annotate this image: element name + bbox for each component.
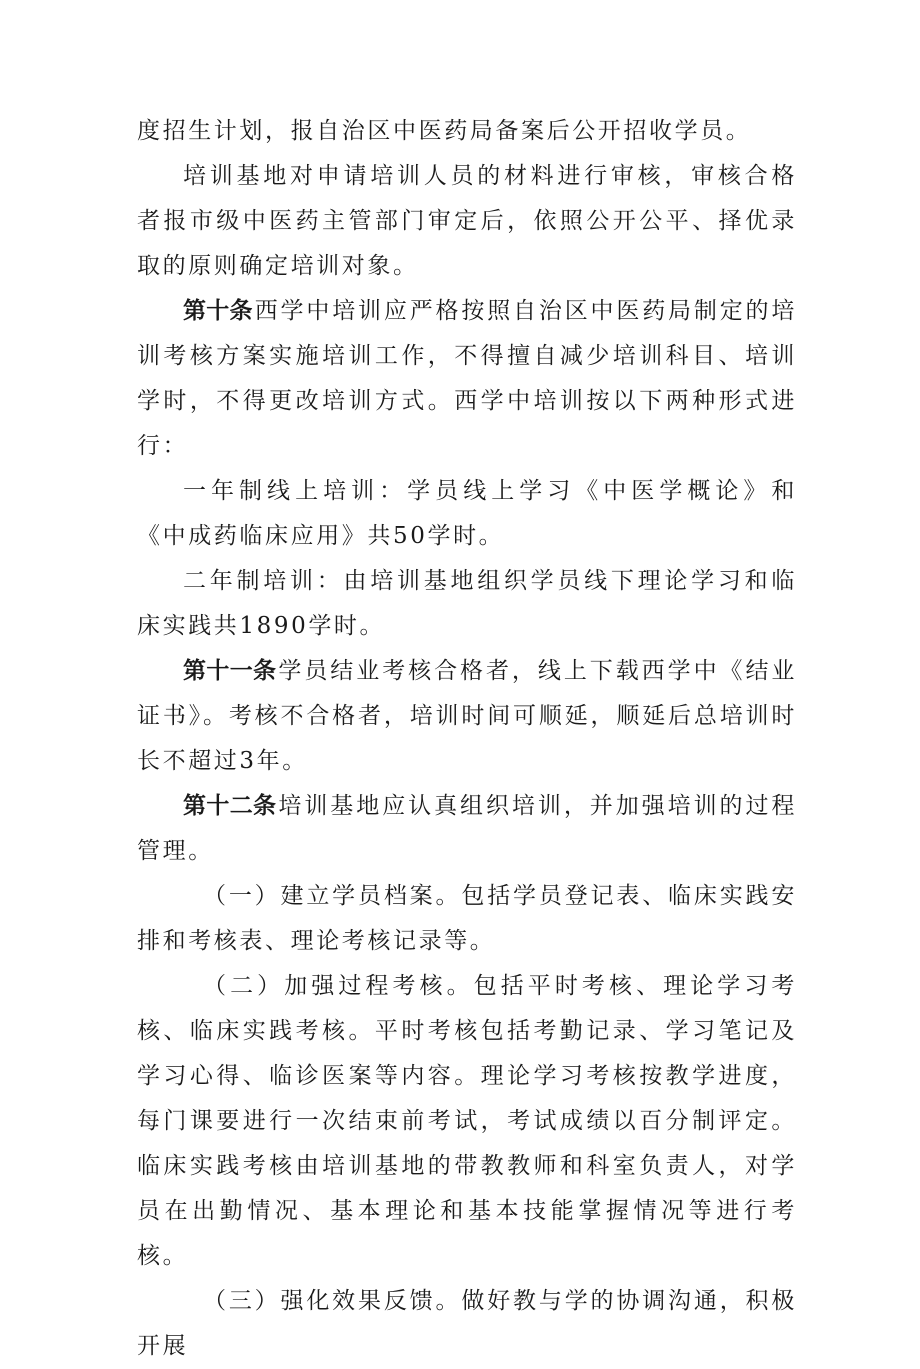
article-heading: 第十一条 <box>183 658 277 684</box>
item-1-archives <box>137 874 797 964</box>
article-10 <box>137 289 797 469</box>
paragraph-text: 培训基地应认真组织培训，并加强培训的过程管理。 <box>137 793 798 864</box>
paragraph-text: 学员结业考核合格者，线上下载西学中《结业证书》。考核不合格者，培训时间可顺延，顺延后总培训时长不超过3年。 <box>137 658 798 774</box>
article-heading: 第十二条 <box>183 793 277 819</box>
paragraph-text: （二）加强过程考核。包括平时考核、理论学习考核、临床实践考核。平时考核包括考勤记录、学习笔记及学习心得、临诊医案等内容。理论学习考核按教学进度，每门课要进行一次结束前考试，考试成绩以百分制评定。临床实践考核由培训基地的带教教师和科室负责人，对学员在出勤情况、基本理论和基本技能掌握情况等进行考核。 <box>137 973 797 1269</box>
paragraph-text: 度招生计划，报自治区中医药局备案后公开招收学员。 <box>137 118 752 144</box>
paragraph-text: 西学中培训应严格按照自治区中医药局制定的培训考核方案实施培训工作，不得擅自减少培训科目、培训学时，不得更改培训方式。西学中培训按以下两种形式进行： <box>137 298 797 459</box>
article-heading: 第十条 <box>183 298 253 324</box>
document-body <box>137 109 797 1369</box>
paragraph-text: （三）强化效果反馈。做好教与学的协调沟通，积极开展 <box>137 1288 797 1359</box>
item-2-assessment <box>137 964 797 1279</box>
paragraph-text: 二年制培训：由培训基地组织学员线下理论学习和临床实践共1890学时。 <box>137 568 797 639</box>
paragraph-text: 一年制线上培训：学员线上学习《中医学概论》和《中成药临床应用》共50学时。 <box>137 478 797 549</box>
article-12 <box>137 784 797 874</box>
paragraph-two-year <box>137 559 797 649</box>
paragraph-enrollment-plan <box>137 109 797 154</box>
article-11 <box>137 649 797 784</box>
paragraph-text: （一）建立学员档案。包括学员登记表、临床实践安排和考核表、理论考核记录等。 <box>137 883 797 954</box>
paragraph-text: 培训基地对申请培训人员的材料进行审核，审核合格者报市级中医药主管部门审定后，依照公开公平、择优录取的原则确定培训对象。 <box>137 163 797 279</box>
item-3-feedback <box>137 1279 797 1369</box>
paragraph-review <box>137 154 797 289</box>
paragraph-one-year-online <box>137 469 797 559</box>
